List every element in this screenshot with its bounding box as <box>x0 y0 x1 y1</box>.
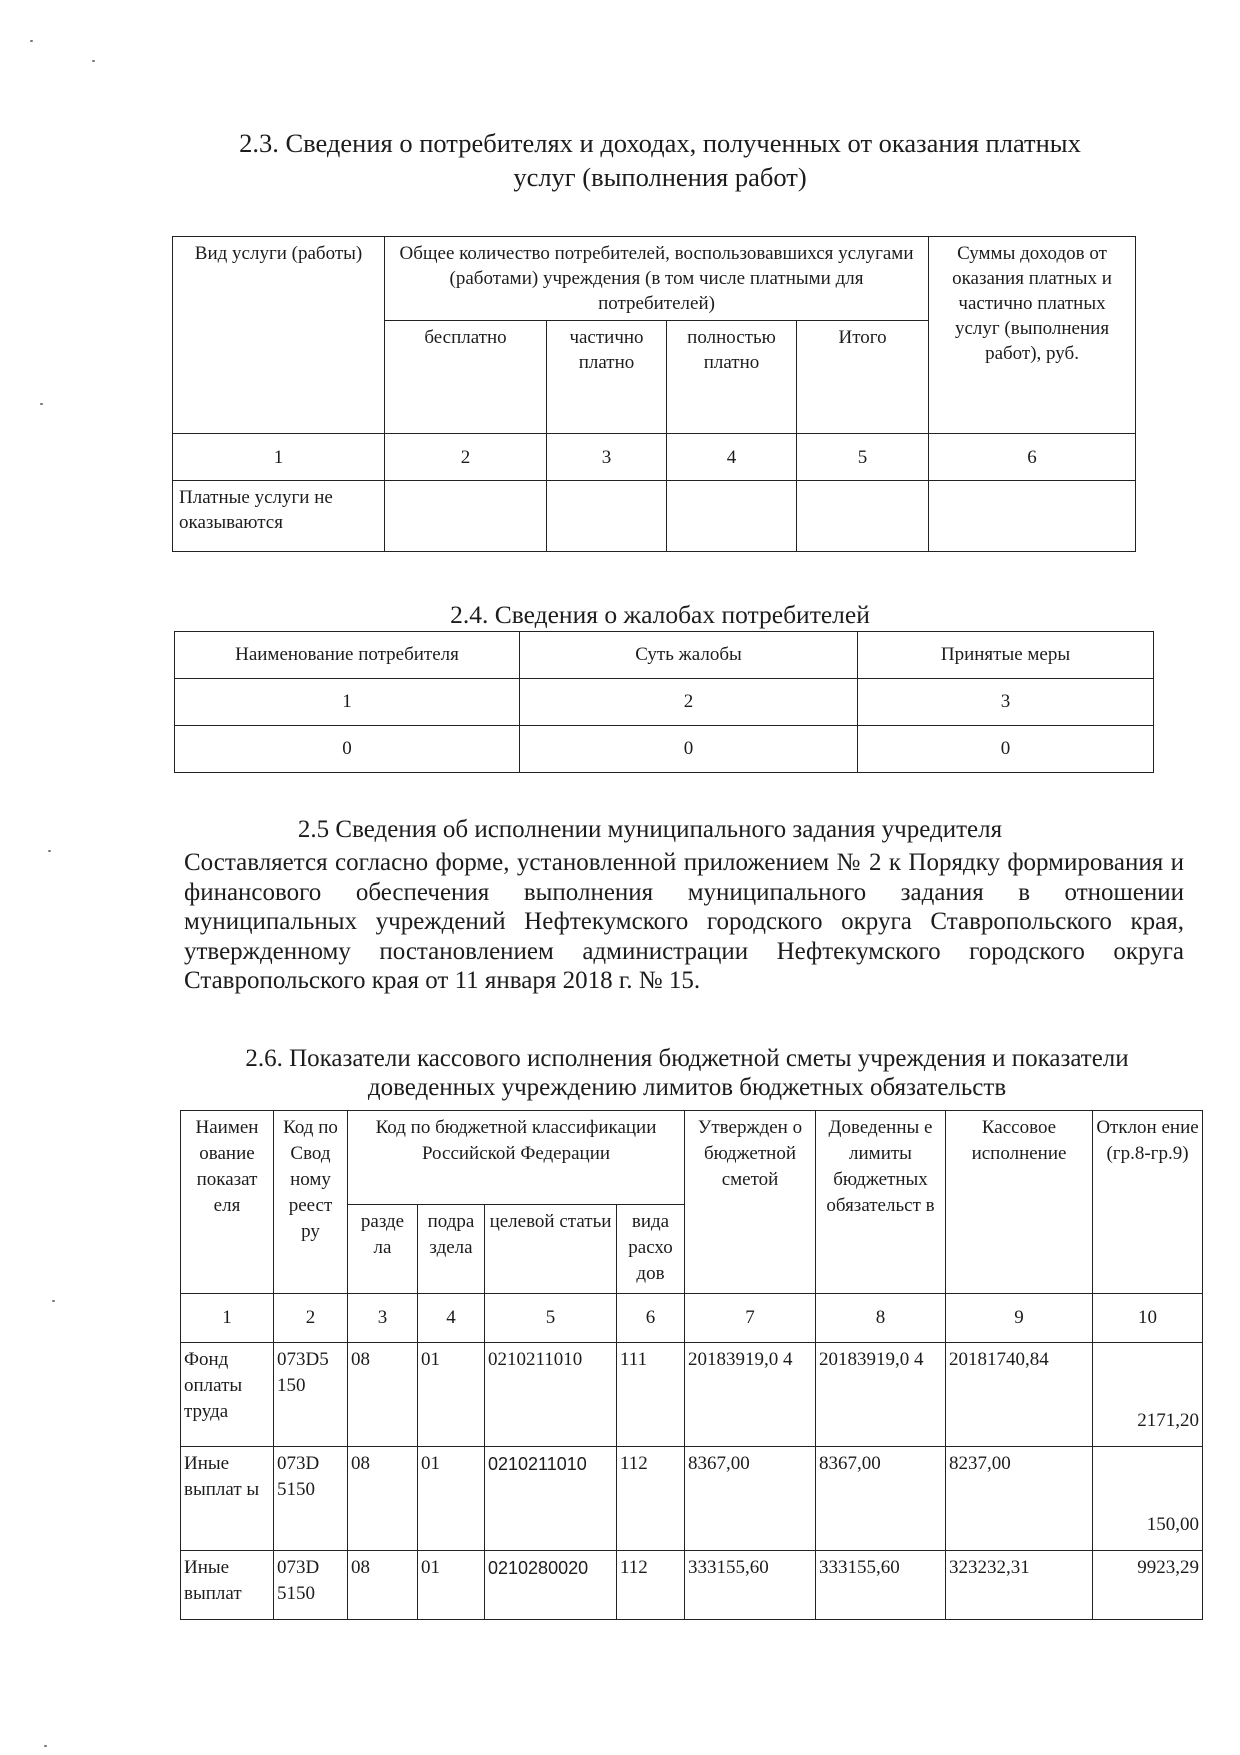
col-num: 6 <box>929 434 1136 481</box>
empty-cell <box>547 481 667 552</box>
cell-indicator: Фонд оплаты труда <box>181 1343 274 1447</box>
empty-cell <box>929 481 1136 552</box>
budget-execution-table <box>180 1110 1203 1620</box>
col-num: 5 <box>485 1294 617 1343</box>
header-complaint-essence: Суть жалобы <box>520 632 858 679</box>
cell-code: 073D5 150 <box>274 1343 348 1447</box>
cell-section: 08 <box>348 1343 418 1447</box>
table-row <box>181 1343 1203 1447</box>
section-2-5-text: Составляется согласно форме, установленной приложением № 2 к Порядку формирования и финансового обеспечения выполнения муниципального задания в отношении муниципальных учреждений Нефтекумского городского округа Ставропольского края, утвержденному постановлением администрации Нефтекумского городского округа Ставропольского края от 11 января 2018 г. № 15. <box>184 849 1184 994</box>
col-num: 2 <box>385 434 547 481</box>
cell-limits: 8367,00 <box>816 1447 946 1551</box>
header-service-type: Вид услуги (работы) <box>173 237 385 434</box>
cell-subsection: 01 <box>418 1551 485 1620</box>
cell-limits: 333155,60 <box>816 1551 946 1620</box>
cell-subsection: 01 <box>418 1447 485 1551</box>
cell-value: 0 <box>858 726 1154 773</box>
header-indicator-name: Наимен ование показат еля <box>181 1111 274 1294</box>
consumers-income-table <box>172 236 1136 552</box>
cell-code: 073D 5150 <box>274 1551 348 1620</box>
header-income-sum: Суммы доходов от оказания платных и частично платных услуг (выполнения работ), руб. <box>929 237 1136 434</box>
section-2-5-title: 2.5 Сведения об исполнении муниципального задания учредителя <box>297 816 1003 843</box>
cell-approved: 333155,60 <box>685 1551 816 1620</box>
header-budget-classification: Код по бюджетной классификации Российской Федерации <box>348 1111 685 1205</box>
col-num: 1 <box>173 434 385 481</box>
cell-expense-type: 112 <box>617 1551 685 1620</box>
cell-indicator: Иные выплат <box>181 1551 274 1620</box>
empty-cell <box>385 481 547 552</box>
scan-speck <box>52 1300 55 1302</box>
col-num: 3 <box>348 1294 418 1343</box>
cell-limits: 20183919,0 4 <box>816 1343 946 1447</box>
col-num: 4 <box>418 1294 485 1343</box>
column-numbers-row <box>175 679 1154 726</box>
col-num: 1 <box>181 1294 274 1343</box>
cell-deviation: 2171,20 <box>1093 1343 1203 1447</box>
header-total: Итого <box>797 321 929 434</box>
scan-speck <box>30 40 33 42</box>
cell-cash: 323232,31 <box>946 1551 1093 1620</box>
column-numbers-row <box>181 1294 1203 1343</box>
col-num: 1 <box>175 679 520 726</box>
header-approved: Утвержден о бюджетной сметой <box>685 1111 816 1294</box>
row-label: Платные услуги не оказываются <box>173 481 385 552</box>
cell-section: 08 <box>348 1447 418 1551</box>
cell-expense-type: 112 <box>617 1447 685 1551</box>
column-numbers-row <box>173 434 1136 481</box>
scan-speck <box>92 60 95 62</box>
cell-value: 0 <box>520 726 858 773</box>
header-section: разде ла <box>348 1205 418 1294</box>
cell-approved: 20183919,0 4 <box>685 1343 816 1447</box>
header-register-code: Код по Свод ному реест ру <box>274 1111 348 1294</box>
col-num: 10 <box>1093 1294 1203 1343</box>
scan-speck <box>48 850 51 852</box>
cell-deviation: 9923,29 <box>1093 1551 1203 1620</box>
cell-section: 08 <box>348 1551 418 1620</box>
cell-approved: 8367,00 <box>685 1447 816 1551</box>
table-row <box>181 1447 1203 1551</box>
table-row <box>181 1551 1203 1620</box>
cell-expense-type: 111 <box>617 1343 685 1447</box>
header-measures-taken: Принятые меры <box>858 632 1154 679</box>
header-deviation: Отклон ение (гр.8-гр.9) <box>1093 1111 1203 1294</box>
col-num: 6 <box>617 1294 685 1343</box>
cell-deviation: 150,00 <box>1093 1447 1203 1551</box>
header-consumers-count: Общее количество потребителей, воспользовавшихся услугами (работами) учреждения (в том числе платными для потребителей) <box>385 237 929 321</box>
col-num: 4 <box>667 434 797 481</box>
col-num: 9 <box>946 1294 1093 1343</box>
cell-target: 0210211010 <box>485 1447 617 1551</box>
col-num: 8 <box>816 1294 946 1343</box>
header-cash-execution: Кассовое исполнение <box>946 1111 1093 1294</box>
table-row <box>175 726 1154 773</box>
section-2-4-title: 2.4. Сведения о жалобах потребителей <box>450 600 870 629</box>
header-full: полностью платно <box>667 321 797 434</box>
cell-value: 0 <box>175 726 520 773</box>
cell-code: 073D 5150 <box>274 1447 348 1551</box>
section-2-6-title: 2.6. Показатели кассового исполнения бюджетной сметы учреждения и показатели доведенных учреждению лимитов бюджетных обязательств <box>245 1045 1129 1101</box>
cell-cash: 20181740,84 <box>946 1343 1093 1447</box>
cell-indicator: Иные выплат ы <box>181 1447 274 1551</box>
cell-subsection: 01 <box>418 1343 485 1447</box>
header-partial: частично платно <box>547 321 667 434</box>
header-expense-type: вида расхо дов <box>617 1205 685 1294</box>
table-row <box>173 481 1136 552</box>
cell-target: 0210211010 <box>485 1343 617 1447</box>
scan-speck <box>40 403 43 405</box>
empty-cell <box>667 481 797 552</box>
col-num: 3 <box>547 434 667 481</box>
col-num: 7 <box>685 1294 816 1343</box>
col-num: 3 <box>858 679 1154 726</box>
header-free: бесплатно <box>385 321 547 434</box>
header-target-article: целевой статьи <box>485 1205 617 1294</box>
cell-target: 0210280020 <box>485 1551 617 1620</box>
cell-cash: 8237,00 <box>946 1447 1093 1551</box>
scan-speck <box>44 1745 47 1747</box>
complaints-table <box>174 631 1154 773</box>
header-subsection: подра здела <box>418 1205 485 1294</box>
col-num: 2 <box>274 1294 348 1343</box>
header-limits: Доведенны е лимиты бюджетных обязательст в <box>816 1111 946 1294</box>
header-consumer-name: Наименование потребителя <box>175 632 520 679</box>
col-num: 5 <box>797 434 929 481</box>
col-num: 2 <box>520 679 858 726</box>
section-2-3-title: 2.3. Сведения о потребителях и доходах, полученных от оказания платных услуг (выполнения работ) <box>239 128 1081 192</box>
empty-cell <box>797 481 929 552</box>
